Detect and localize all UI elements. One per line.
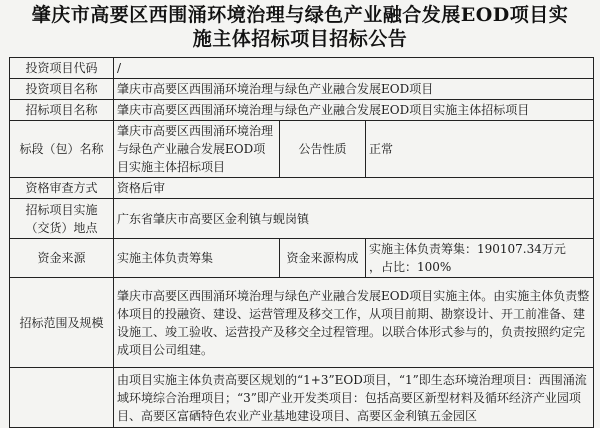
overview-value: 由项目实施主体负责高要区规划的“1+3”EOD项目，“1”即生态环境治理项目：西围涌流域环境综合治理项目；“3”即产业开发类项目：包括高要区新型材料及循环经济产业园项目、高要区富硒特色农业产业基地建设项目、高要区金利镇五金园区: [114, 368, 594, 428]
row-tender-name: [10, 100, 594, 121]
scope-value: 肇庆市高要区西围涌环境治理与绿色产业融合发展EOD项目实施主体。由实施主体负责整体项目的投融资、建设、运营管理及移交工作，从项目前期、勘察设计、开工前准备、建设施工、竣工验收、运营投产及移交全过程管理。以联合体形式参与的，负责按照约定完成项目公司组建。: [114, 278, 594, 368]
row-funding: [10, 239, 594, 278]
project-name-value: 肇庆市高要区西围涌环境治理与绿色产业融合发展EOD项目: [114, 79, 594, 100]
row-scope: [10, 278, 594, 368]
project-code-label: 投资项目代码: [10, 58, 114, 79]
tender-info-table: [9, 57, 594, 428]
row-project-name: [10, 79, 594, 100]
project-code-value: /: [114, 58, 594, 79]
title-line-1: 肇庆市高要区西围涌环境治理与绿色产业融合发展EOD项目实: [31, 4, 569, 26]
row-location: [10, 199, 594, 239]
funding-composition-label: 资金来源构成: [280, 239, 366, 278]
location-value: 广东省肇庆市高要区金利镇与蚬岗镇: [114, 199, 594, 239]
qualification-value: 资格后审: [114, 178, 594, 199]
funding-composition-value: [366, 239, 594, 278]
tender-name-value: 肇庆市高要区西围涌环境治理与绿色产业融合发展EOD项目实施主体招标项目: [114, 100, 594, 121]
row-project-code: [10, 58, 594, 79]
notice-nature-label: 公告性质: [280, 121, 366, 178]
overview-label: [10, 368, 114, 428]
tender-name-label: 招标项目名称: [10, 100, 114, 121]
notice-nature-value: 正常: [366, 121, 594, 178]
notice-title: [0, 0, 600, 51]
funding-value: 实施主体负责筹集: [114, 239, 280, 278]
location-label: [10, 199, 114, 239]
row-overview: [10, 368, 594, 428]
project-name-label: 投资项目名称: [10, 79, 114, 100]
scope-label: 招标范围及规模: [10, 278, 114, 368]
location-label-line-1: 招标项目实施: [25, 202, 98, 217]
location-label-line-2: （交货）地点: [25, 220, 98, 235]
row-section-name: [10, 121, 594, 178]
title-line-2: 施主体招标项目招标公告: [192, 28, 408, 50]
qualification-label: 资格审查方式: [10, 178, 114, 199]
section-name-label: 标段（包）名称: [10, 121, 114, 178]
funding-composition-line-2: ，占比：100%: [369, 260, 452, 274]
funding-composition-line-1: 实施主体负责筹集：190107.34万元: [369, 242, 566, 256]
row-qualification: [10, 178, 594, 199]
funding-label: 资金来源: [10, 239, 114, 278]
section-name-value: 肇庆市高要区西围涌环境治理与绿色产业融合发展EOD项目实施主体招标项目: [114, 121, 280, 178]
